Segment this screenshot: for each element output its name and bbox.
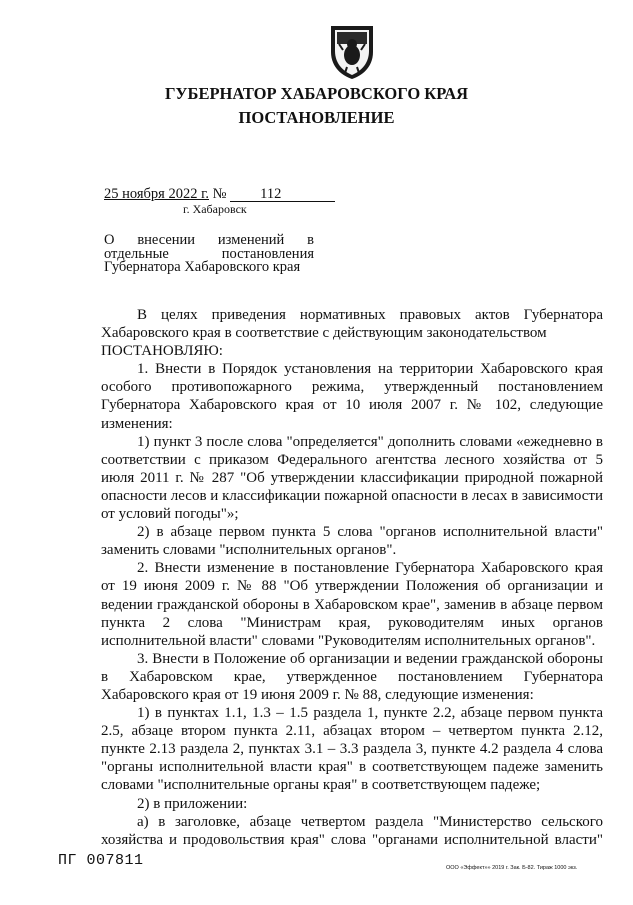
subject-line: Губернатора Хабаровского края [104,259,301,275]
paragraph-3: 3. Внести в Положение об организации и ведении гражданской обороны в Хабаровском крае, утвержденное постановлением Губернатора Хабаровского края от 19 июня 2009 г. № 88, следующие изменения: [101,650,603,703]
decree-word: ПОСТАНОВЛЯЮ: [101,343,223,360]
paragraph-3-item-1: 1) в пунктах 1.1, 1.3 – 1.5 раздела 1, пункте 2.2, абзаце первом пункта 2.5, абзаце втором пункта 2.11, абзацах втором – четвертом пункта 2.12, пункте 2.13 раздела 2, пунктах 3.1 – 3.3 раздела 3, пункте 4.2 раздела 4 слова "органы исполнительной власти края" в соответствующем падеже заменить словами "исполнительные органы края" в соответствующем падеже; [101,705,603,794]
paragraph-2: 2. Внести изменение в постановление Губернатора Хабаровского края от 19 июня 2009 г. № 88 "Об утверждении Положения об организации и ведении гражданской обороны в Хабаровском крае", заменив в абзаце первом пункта 2 слова "Министрам края, руководителям иных органов исполнительной власти" словами "Руководителям исполнительных органов". [101,560,603,649]
form-serial-code: ПГ 007811 [58,852,144,869]
printer-imprint: ООО «Эффект»» 2019 г. Зак. Б-82. Тираж 1000 экз. [446,865,578,871]
paragraph-1-item-2: 2) в абзаце первом пункта 5 слова "органов исполнительной власти" заменить словами "исполнительных органов". [101,524,603,559]
intro-paragraph: В целях приведения нормативных правовых актов Губернатора Хабаровского края в соответствие с действующим законодательством [101,307,603,342]
paragraph-1-item-1: 1) пункт 3 после слова "определяется" дополнить словами «ежедневно в соответствии с приказом Федерального агентства лесного хозяйства от 5 июля 2011 г. № 287 "Об утверждении классификации природной пожарной опасности лесов и классификации пожарной опасности в лесах в зависимости от условий погоды"»; [101,433,603,523]
subject-block [104,234,314,275]
document-body [101,306,603,849]
issuer-title: ГУБЕРНАТОР ХАБАРОВСКОГО КРАЯ [164,84,469,103]
document-number: 112 [230,187,335,202]
document-type: ПОСТАНОВЛЕНИЕ [238,108,395,127]
document-city: г. Хабаровск [183,202,247,216]
subject-line: отдельные постановления [104,245,314,262]
date-number-line [104,186,335,203]
coat-of-arms-emblem [327,24,377,80]
paragraph-3-item-2: 2) в приложении: [137,795,248,812]
number-sign: № [212,186,227,202]
document-date: 25 ноября 2022 г. [104,186,210,202]
paragraph-3-item-2a: а) в заголовке, абзаце четвертом раздела "Министерство сельского хозяйства и продовольствия края" слова "органами исполнительной власти" [101,813,603,848]
paragraph-1: 1. Внести в Порядок установления на территории Хабаровского края особого противопожарного режима, утвержденный постановлением Губернатора Хабаровского края от 10 июля 2007 г. № 102, следующие изменения: [101,361,603,432]
subject-line: О внесении изменений в [104,232,314,248]
